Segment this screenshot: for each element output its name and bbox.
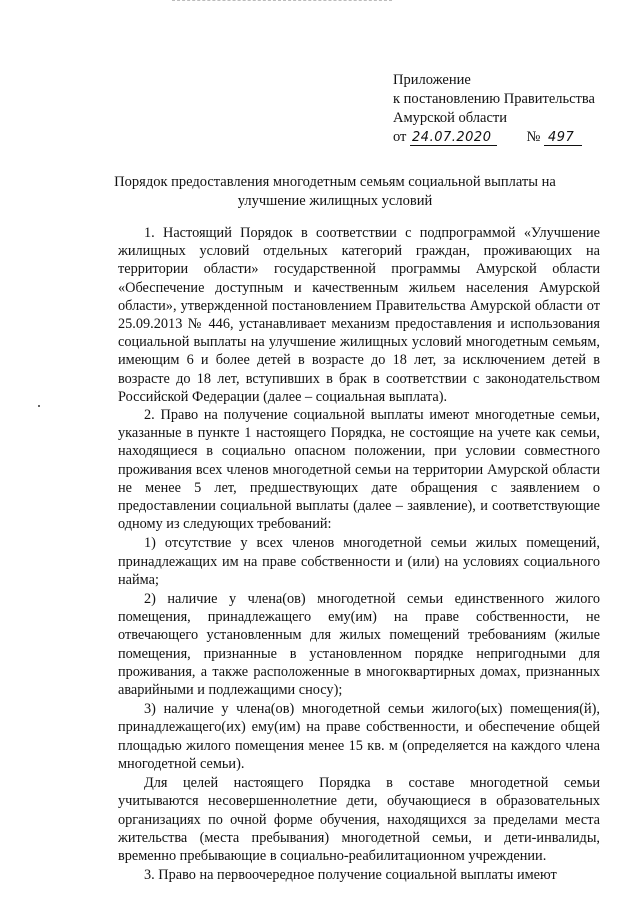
appendix-region: Амурской области [393,110,507,126]
number-prefix: № [526,129,541,145]
appendix-label: Приложение [393,72,471,88]
requirement-2: 2) наличие у члена(ов) многодетной семьи единственного жилого помещения, принадлежащего ему(им) на праве собственности, не отвечающего установленным для жилых помещений требованиям (жилые помещения, признанные в установленном порядке непригодными для проживания, а также расположенные в многоквартирных домах, признанных аварийными и подлежащими сносу); [118,591,600,699]
paragraph-3: 3. Право на первоочередное получение социальной выплаты имеют [144,867,557,884]
appendix-resolution: к постановлению Правительства [393,91,595,107]
requirement-3: 3) наличие у члена(ов) многодетной семьи жилого(ых) помещения(й), принадлежащего(их) ему(им) на праве собственности, и обеспечение общей площадью жилого помещения менее 15 кв. м (определяется на каждого члена многодетной семьи). [118,701,600,772]
scan-speck [38,405,40,407]
paragraph-note: Для целей настоящего Порядка в составе многодетной семьи учитываются несовершеннолетние дети, обучающиеся в образовательных организациях по очной форме обучения, находящихся за пределами места жительства (места пребывания) многодетной семьи, и дети-инвалиды, временно пребывающие в социально-реабилитационном учреждении. [118,775,600,864]
requirement-1: 1) отсутствие у всех членов многодетной семьи жилых помещений, принадлежащих им на праве собственности и (или) на условиях социального найма; [118,535,600,588]
appendix-header [393,71,623,147]
handwritten-number: 497 [544,130,582,146]
date-prefix: от [393,129,407,145]
document-title: Порядок предоставления многодетным семьям социальной выплаты на улучшение жилищных условий [114,174,556,209]
handwritten-date: 24.07.2020 [410,130,497,146]
paragraph-1: 1. Настоящий Порядок в соответствии с подпрограммой «Улучшение жилищных условий отдельных категорий граждан, проживающих на территории области» государственной программы Амурской области «Обеспечение доступным и качественным жильем населения Амурской области», утвержденной постановлением Правительства Амурской области от 25.09.2013 № 446, устанавливает механизм предоставления и использования социальной выплаты на улучшение жилищных условий многодетным семьям, имеющим 6 и более детей в возрасте до 18 лет, за исключением детей в возрасте до 18 лет, вступивших в брак в соответствии с законодательством Российской Федерации (далее – социальная выплата). [118,225,600,405]
scan-artifact [172,0,392,4]
appendix-date-line [393,128,623,147]
paragraph-2: 2. Право на получение социальной выплаты имеют многодетные семьи, указанные в пункте 1 настоящего Порядка, не состоящие на учете как семьи, находящиеся в социально опасном положении, при условии совместного проживания всех членов многодетной семьи на территории Амурской области не менее 5 лет, предшествующих дате обращения с заявлением о предоставлении социальной выплаты (далее – заявление), и соответствующие одному из следующих требований: [118,407,600,533]
document-body [118,224,600,884]
